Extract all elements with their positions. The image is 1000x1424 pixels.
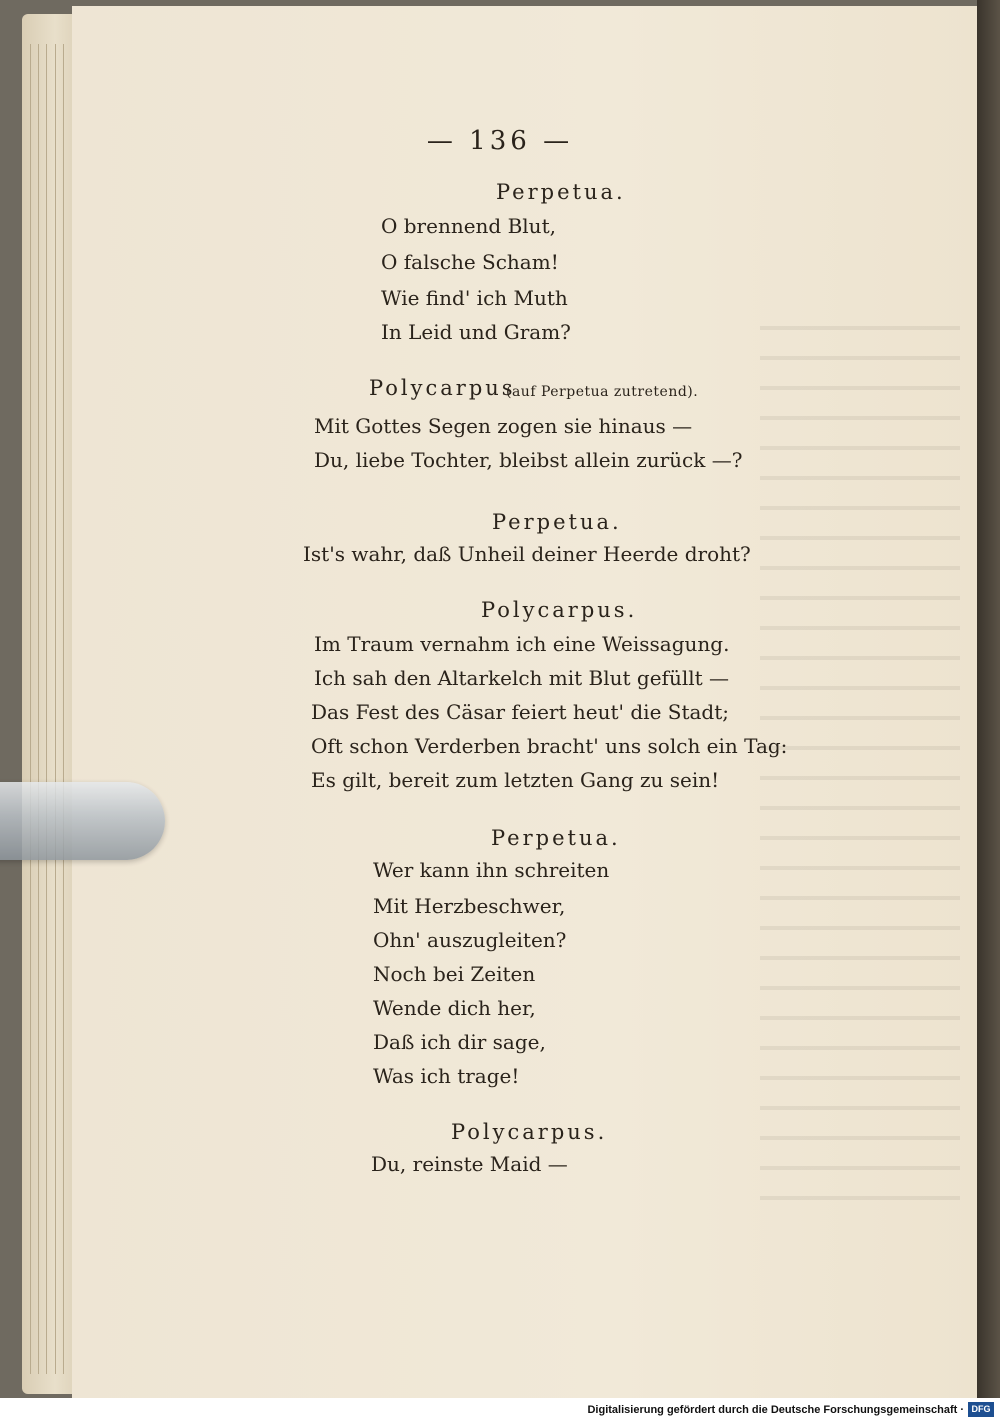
dfg-logo-icon: DFG <box>968 1402 994 1417</box>
verse-line: O falsche Scham! <box>381 250 559 274</box>
verse-line: Wer kann ihn schreiten <box>373 858 610 882</box>
verse-line: Du, reinste Maid — <box>371 1152 568 1176</box>
speaker-name: Perpetua. <box>492 510 622 534</box>
speaker-name: Perpetua. <box>491 826 621 850</box>
show-through <box>760 300 960 1200</box>
verse-line: In Leid und Gram? <box>381 320 571 344</box>
footer-credit: Digitalisierung gefördert durch die Deutsche Forschungsgemeinschaft · <box>587 1404 964 1416</box>
verse-line: Du, liebe Tochter, bleibst allein zurück —? <box>314 448 743 472</box>
page-number: — 136 — <box>426 126 574 156</box>
verse-line: Das Fest des Cäsar feiert heut' die Stadt; <box>311 700 729 724</box>
verse-line: Wie find' ich Muth <box>381 286 568 310</box>
verse-line: Ohn' auszugleiten? <box>373 928 567 952</box>
verse-line: O brennend Blut, <box>381 214 556 238</box>
speaker-name: Polycarpus. <box>481 598 638 622</box>
speaker-name: Perpetua. <box>496 180 626 204</box>
stage-direction: (auf Perpetua zutretend). <box>506 384 699 400</box>
verse-line: Ich sah den Altarkelch mit Blut gefüllt — <box>314 666 730 690</box>
verse-line: Was ich trage! <box>373 1064 520 1088</box>
verse-line: Mit Gottes Segen zogen sie hinaus — <box>314 414 693 438</box>
verse-line: Mit Herzbeschwer, <box>373 894 566 918</box>
speaker-name: Polycarpus. <box>451 1120 608 1144</box>
verse-line: Noch bei Zeiten <box>373 962 536 986</box>
speaker-name: Polycarpus <box>369 376 516 400</box>
verse-line: Ist's wahr, daß Unheil deiner Heerde droht? <box>303 542 751 566</box>
verse-line: Wende dich her, <box>373 996 536 1020</box>
verse-line: Oft schon Verderben bracht' uns solch ein Tag: <box>311 734 788 758</box>
verse-line: Es gilt, bereit zum letzten Gang zu sein! <box>311 768 720 792</box>
verse-line: Im Traum vernahm ich eine Weissagung. <box>314 632 730 656</box>
thumb-overlay <box>0 782 165 860</box>
verse-line: Daß ich dir sage, <box>373 1030 546 1054</box>
book-gutter <box>977 0 1000 1398</box>
